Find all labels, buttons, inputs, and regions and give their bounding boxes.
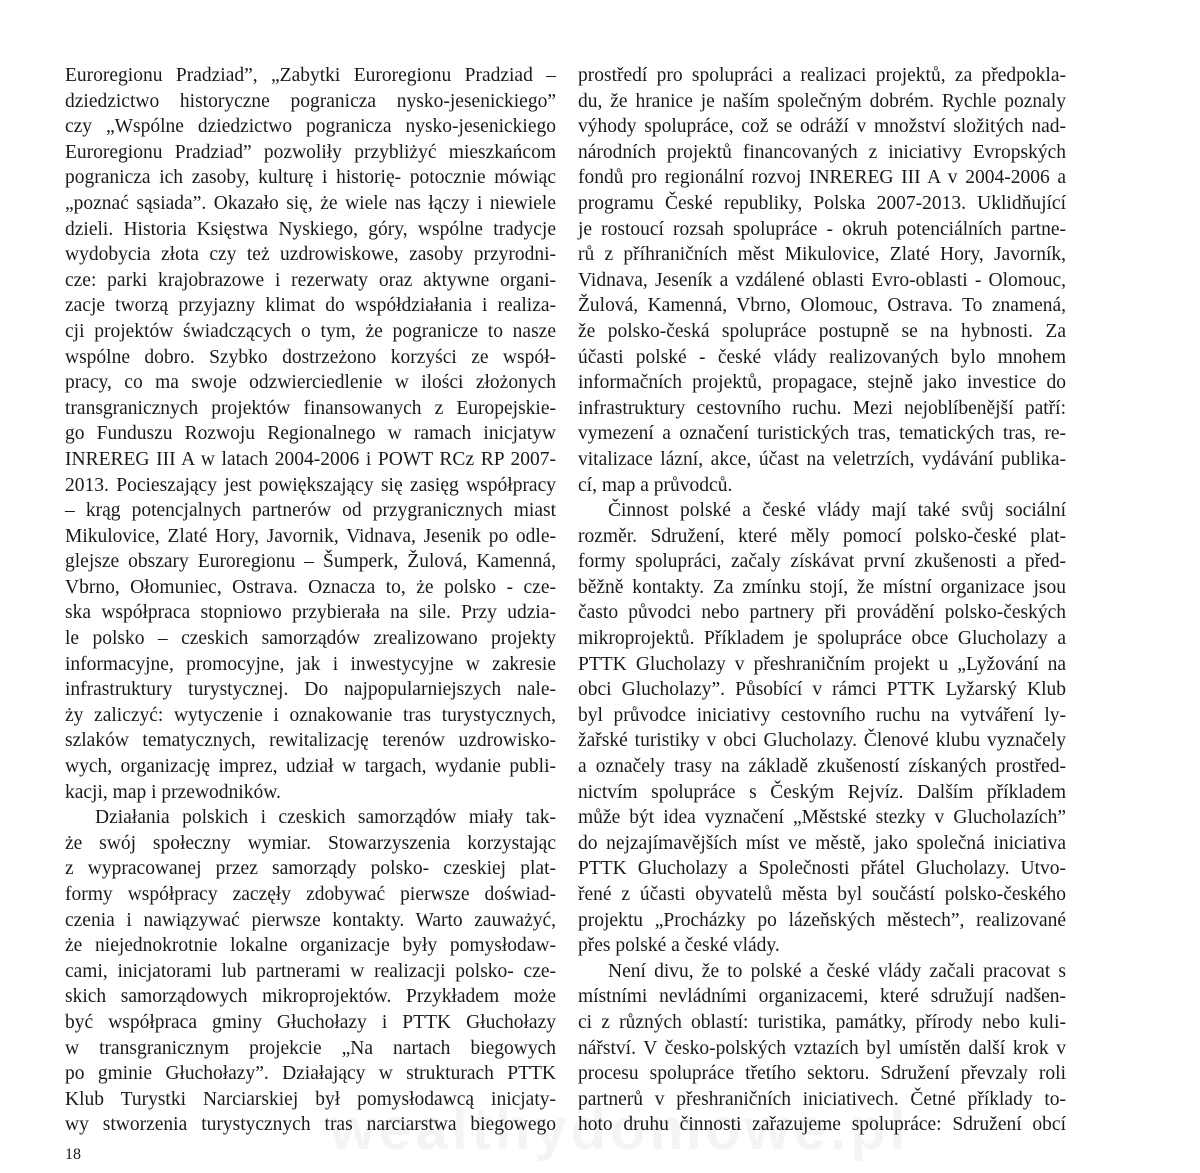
text-line: Klub Turystki Narciarskiej był pomysłodawcą inicjaty-: [65, 1088, 556, 1110]
text-line: prostředí pro spolupráci a realizaci projektů, za předpokla-: [578, 65, 1066, 86]
text-line: z wypracowanej przez samorządy polsko- czeskiej plat-: [65, 858, 556, 880]
text-line: procesu spolupráce třetího sektoru. Sdružení převzaly roli: [578, 1063, 1066, 1085]
text-line: wydobycia złota czy też uzdrowiskowe, zasoby przyrodni-: [65, 244, 556, 266]
text-line: pracy, co ma swoje odzwierciedlenie w ilości złożonych: [65, 372, 556, 394]
text-line: skich samorządowych mikroprojektów. Przykładem może: [65, 986, 556, 1008]
text-line: místními nevládními organizacemi, které sdružují nadšen-: [578, 986, 1066, 1008]
text-line: vitalizace lázní, akce, účast na veletrzích, vydávání publika-: [578, 448, 1066, 470]
text-line: PTTK Glucholazy v přeshraničním projekt u „Lyžování na: [578, 653, 1066, 675]
text-line: mikroprojektů. Příkladem je spolupráce obce Glucholazy a: [578, 628, 1066, 650]
text-line: výhody spolupráce, což se odráží v množství složitých nad-: [578, 116, 1066, 138]
text-line: że niejednokrotnie lokalne organizacje były pomysłodaw-: [65, 935, 556, 957]
text-line: nictvím spolupráce s Českým Rejvíz. Dalším příkladem: [578, 781, 1066, 803]
text-line: nářství. V česko-polských vztazích byl umístěn další krok v: [578, 1037, 1066, 1059]
text-line: cí, map a průvodců.: [578, 474, 733, 496]
text-line: účasti polské - české vlády realizovaných bylo mnohem: [578, 346, 1066, 368]
text-line: „poznać sąsiada”. Okazało się, że wiele nas łączy i niewiele: [65, 192, 556, 214]
text-line: 2013. Pocieszający jest powiększający się zasięg współpracy: [65, 474, 556, 496]
text-line: infrastruktury cestovního ruchu. Mezi nejoblíbenější patří:: [578, 397, 1066, 419]
text-line: czy „Wspólne dziedzictwo pogranicza nysko-jesenickiego: [65, 116, 556, 138]
text-line: národních projektů financovaných z iniciativy Evropských: [578, 141, 1066, 163]
text-line: szlaków tematycznych, rewitalizację terenów uzdrowisko-: [65, 730, 556, 752]
text-line: pogranicza ich zasoby, kulturę i historię- potocznie mówiąc: [65, 167, 556, 189]
text-line: a označely trasy na základě zkušeností získaných prostřed-: [578, 756, 1066, 778]
text-line: cji projektów świadczących o tym, że pogranicze to nasze: [65, 320, 556, 342]
text-line: Žulová, Kamenná, Vbrno, Olomouc, Ostrava. To znamená,: [578, 295, 1066, 317]
paragraph-first-line: Działania polskich i czeskich samorządów miały tak-: [95, 807, 556, 829]
text-line: Vidnava, Jeseník a vzdálené oblasti Evro-oblasti - Olomouc,: [578, 269, 1066, 291]
text-line: fondů pro regionální rozvoj INREREG III A v 2004-2006 a: [578, 167, 1066, 189]
text-line: formy spolupráci, začaly získávat první zkušenosti a před-: [578, 551, 1066, 573]
text-column-right: [578, 63, 1066, 1138]
text-line: cami, inicjatorami lub partnerami w realizacji polsko- cze-: [65, 960, 556, 982]
text-line: Euroregionu Pradziad” pozwoliły przybliżyć mieszkańcom: [65, 141, 556, 163]
text-line: wych, organizację imprez, udział w targach, wydanie publi-: [65, 756, 556, 778]
text-line: infrastruktury turystycznej. Do najpopularniejszych nale-: [65, 679, 556, 701]
text-column-left: [65, 63, 556, 1138]
text-line: informačních projektů, propagace, stejně jako investice do: [578, 372, 1066, 394]
text-line: je rostoucí rozsah spolupráce - okruh potenciálních partne-: [578, 218, 1066, 240]
text-line: obci Glucholazy”. Působící v rámci PTTK Lyžarský Klub: [578, 679, 1066, 701]
text-line: běžně kontakty. Za zmínku stojí, že místní organizace jsou: [578, 576, 1066, 598]
text-line: ci z různých oblastí: turistika, památky, přírody nebo kuli-: [578, 1011, 1066, 1033]
text-line: projektu „Procházky po lázeňských městech”, realizované: [578, 909, 1066, 931]
text-line: do nejzajímavějších míst ve městě, jako společná iniciativa: [578, 832, 1066, 854]
text-line: go Funduszu Rozwoju Regionalnego w ramach inicjatyw: [65, 423, 556, 445]
text-line: cze: parki krajobrazowe i rezerwaty oraz aktywne organi-: [65, 269, 556, 291]
paragraph-first-line: Činnost polské a české vlády mají také svůj sociální: [608, 500, 1066, 522]
text-line: du, že hranice je naším společným dobrém. Rychle poznaly: [578, 90, 1066, 112]
text-line: hoto druhu činnosti zařazujeme spolupráce: Sdružení obcí: [578, 1114, 1066, 1136]
text-line: glejsze obszary Euroregionu – Šumperk, Žulová, Kamenná,: [65, 551, 556, 573]
page-number: 18: [65, 1146, 81, 1163]
text-line: dzieli. Historia Księstwa Nyskiego, góry, wspólne tradycje: [65, 218, 556, 240]
text-line: vymezení a označení turistických tras, tematických tras, re-: [578, 423, 1066, 445]
text-line: Euroregionu Pradziad”, „Zabytki Euroregionu Pradziad –: [65, 65, 556, 86]
text-line: wy stworzenia turystycznych tras narciarstwa biegowego: [65, 1114, 556, 1136]
text-line: Mikulovice, Zlaté Hory, Javornik, Vidnava, Jesenik po odle-: [65, 525, 556, 547]
text-line: dziedzictwo historyczne pogranicza nysko-jesenickiego”: [65, 90, 556, 112]
text-line: – krąg potencjalnych partnerów od przygranicznych miast: [65, 500, 556, 522]
text-line: zacje tworzą przyjazny klimat do współdziałania i realiza-: [65, 295, 556, 317]
text-line: programu České republiky, Polska 2007-2013. Uklidňující: [578, 192, 1066, 214]
text-line: ska współpraca stopniowo przybierała na sile. Przy udzia-: [65, 602, 556, 624]
text-line: partnerů v přeshraničních iniciativech. Četné příklady to-: [578, 1088, 1066, 1110]
text-line: być współpraca gminy Głuchołazy i PTTK Głuchołazy: [65, 1011, 556, 1033]
text-line: kacji, map i przewodników.: [65, 781, 281, 803]
text-line: formy współpracy zaczęły zdobywać pierwsze doświad-: [65, 884, 556, 905]
text-line: rozměr. Sdružení, které měly pomocí polsko-české plat-: [578, 525, 1066, 547]
text-line: často původci nebo partnery při provádění polsko-českých: [578, 602, 1066, 624]
text-line: PTTK Glucholazy a Společnosti přátel Glucholazy. Utvo-: [578, 858, 1066, 880]
text-line: může být idea vyznačení „Městské stezky v Glucholazích”: [578, 807, 1066, 829]
text-line: czenia i nawiązywać pierwsze kontakty. Warto zauważyć,: [65, 909, 556, 931]
text-line: Vbrno, Ołomuniec, Ostrava. Oznacza to, że polsko - cze-: [65, 576, 556, 598]
text-line: přes polské a české vlády.: [578, 935, 780, 957]
paragraph-first-line: Není divu, že to polské a české vlády začali pracovat s: [608, 960, 1066, 982]
text-line: wspólne dobro. Szybko dostrzeżono korzyści ze współ-: [65, 346, 556, 368]
text-line: po gminie Głuchołazy”. Działający w strukturach PTTK: [65, 1063, 556, 1085]
text-line: w transgranicznym projekcie „Na nartach biegowych: [65, 1037, 556, 1059]
text-line: informacyjne, promocyjne, jak i inwestycyjne w zakresie: [65, 653, 556, 675]
text-line: że swój społeczny wymiar. Stowarzyszenia korzystając: [65, 832, 556, 854]
text-line: že polsko-česká spolupráce postupně se na hybnosti. Za: [578, 320, 1066, 342]
text-line: žařské turistiky v obci Glucholazy. Členové klubu vyznačely: [578, 730, 1066, 752]
text-line: transgranicznych projektów finansowanych z Europejskie-: [65, 397, 556, 419]
text-line: byl průvodce iniciativy cestovního ruchu na vytváření ly-: [578, 704, 1066, 726]
text-line: ży zaliczyć: wytyczenie i oznakowanie tras turystycznych,: [65, 704, 556, 726]
text-line: rů z příhraničních měst Mikulovice, Zlaté Hory, Javorník,: [578, 244, 1066, 266]
text-line: řené z účasti obyvatelů města byl součástí polsko-českého: [578, 884, 1066, 905]
text-line: le polsko – czeskich samorządów zrealizowano projekty: [65, 628, 556, 650]
text-line: INREREG III A w latach 2004-2006 i POWT RCz RP 2007-: [65, 448, 556, 470]
